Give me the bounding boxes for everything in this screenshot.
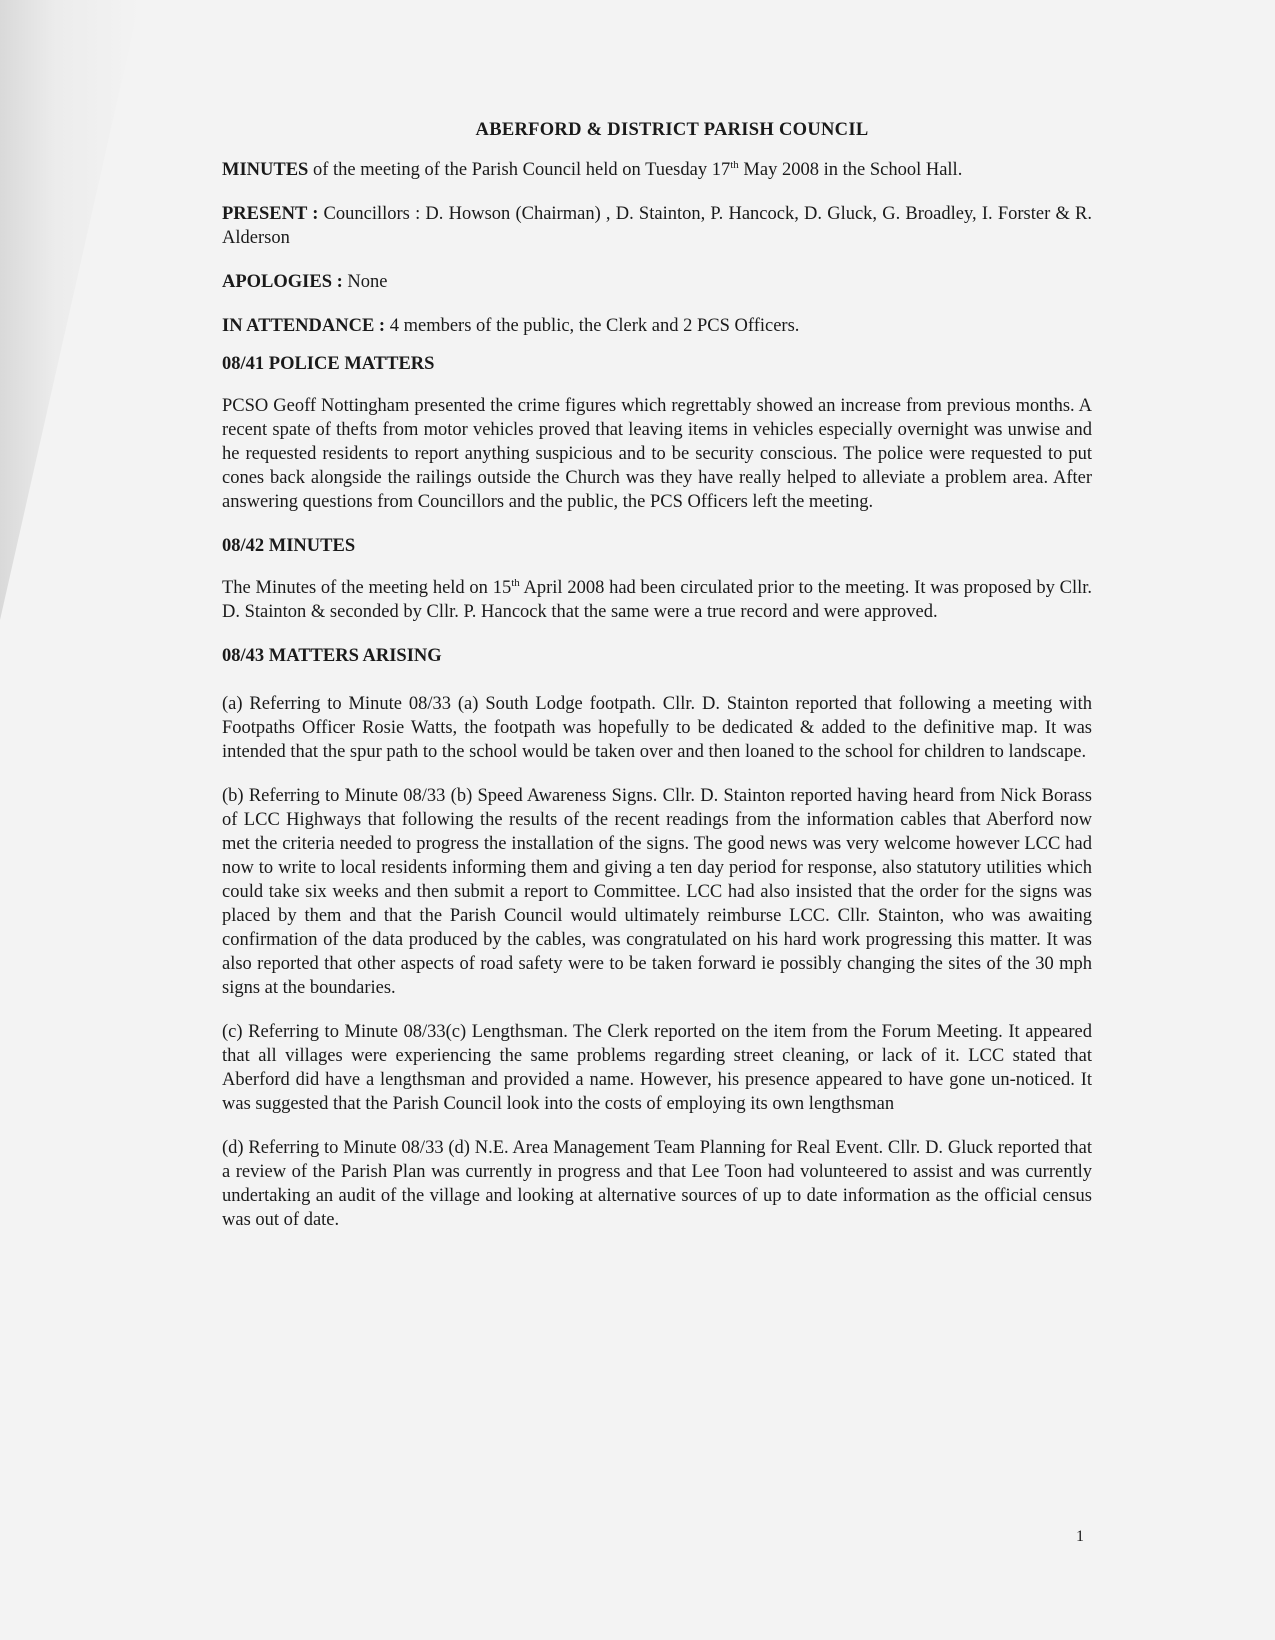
minutes-label: MINUTES xyxy=(222,160,309,180)
minutes-body-sup: th xyxy=(511,576,520,589)
minutes-body xyxy=(222,576,1092,624)
present-label: PRESENT : xyxy=(222,204,319,224)
matters-item-a: (a) Referring to Minute 08/33 (a) South Lodge footpath. Cllr. D. Stainton reported that following a meeting with Footpaths Officer Rosie Watts, the footpath was hopefully to be dedicated & added to the definitive map. It was intended that the spur path to the school would be taken over and then loaned to the school for children to landscape. xyxy=(222,694,1092,762)
minutes-heading: 08/42 MINUTES xyxy=(222,536,356,556)
minutes-intro xyxy=(222,158,1092,182)
apologies-text: None xyxy=(342,272,388,292)
matters-item-d: (d) Referring to Minute 08/33 (d) N.E. Area Management Team Planning for Real Event. Cllr. D. Gluck reported that a review of the Parish Plan was currently in progress and that Lee Toon had volunteered to assist and was currently undertaking an audit of the village and looking at alternative sources of up to date information as the official census was out of date. xyxy=(222,1138,1092,1230)
apologies-label: APOLOGIES : xyxy=(222,272,343,292)
attendance-label: IN ATTENDANCE : xyxy=(222,316,386,336)
police-heading: 08/41 POLICE MATTERS xyxy=(222,354,435,374)
apologies-line xyxy=(222,270,1092,294)
minutes-text-b: May 2008 in the School Hall. xyxy=(738,160,963,180)
attendance-line xyxy=(222,314,1092,338)
matters-arising-heading: 08/43 MATTERS ARISING xyxy=(222,646,442,666)
minutes-body-b: April 2008 had been circulated prior to the meeting. It was proposed by Cllr. D. Stainton & seconded by Cllr. P. Hancock that the same were a true record and were approved. xyxy=(222,578,1092,622)
scan-edge-shadow xyxy=(0,0,140,1640)
present-text: Councillors : D. Howson (Chairman) , D. Stainton, P. Hancock, D. Gluck, G. Broadley, I. Forster & R. Alderson xyxy=(222,204,1092,248)
document-page xyxy=(222,118,1092,1252)
minutes-sup: th xyxy=(730,158,739,171)
present-line xyxy=(222,202,1092,250)
document-title: ABERFORD & DISTRICT PARISH COUNCIL xyxy=(475,120,869,140)
minutes-body-a: The Minutes of the meeting held on 15 xyxy=(222,578,512,598)
police-body: PCSO Geoff Nottingham presented the crime figures which regrettably showed an increase from previous months. A recent spate of thefts from motor vehicles proved that leaving items in vehicles especially overnight was unwise and he requested residents to report anything suspicious and to be security conscious. The police were requested to put cones back alongside the railings outside the Church was they have really helped to alleviate a problem area. After answering questions from Councillors and the public, the PCS Officers left the meeting. xyxy=(222,396,1092,512)
minutes-text-a: of the meeting of the Parish Council held on Tuesday 17 xyxy=(308,160,731,180)
matters-item-c: (c) Referring to Minute 08/33(c) Lengthsman. The Clerk reported on the item from the Forum Meeting. It appeared that all villages were experiencing the same problems regarding street cleaning, or lack of it. LCC stated that Aberford did have a lengthsman and provided a name. However, his presence appeared to have gone un-noticed. It was suggested that the Parish Council look into the costs of employing its own lengthsman xyxy=(222,1022,1092,1114)
matters-item-b: (b) Referring to Minute 08/33 (b) Speed Awareness Signs. Cllr. D. Stainton reported having heard from Nick Borass of LCC Highways that following the results of the recent readings from the information cables that Aberford now met the criteria needed to progress the installation of the signs. The good news was very welcome however LCC had now to write to local residents informing them and giving a ten day period for response, also statutory utilities which could take six weeks and then submit a report to Committee. LCC had also insisted that the order for the signs was placed by them and that the Parish Council would ultimately reimburse LCC. Cllr. Stainton, who was awaiting confirmation of the data produced by the cables, was congratulated on his hard work progressing this matter. It was also reported that other aspects of road safety were to be taken forward ie possibly changing the sites of the 30 mph signs at the boundaries. xyxy=(222,786,1092,998)
page-number: 1 xyxy=(1076,1528,1084,1545)
attendance-text: 4 members of the public, the Clerk and 2 PCS Officers. xyxy=(385,316,800,336)
